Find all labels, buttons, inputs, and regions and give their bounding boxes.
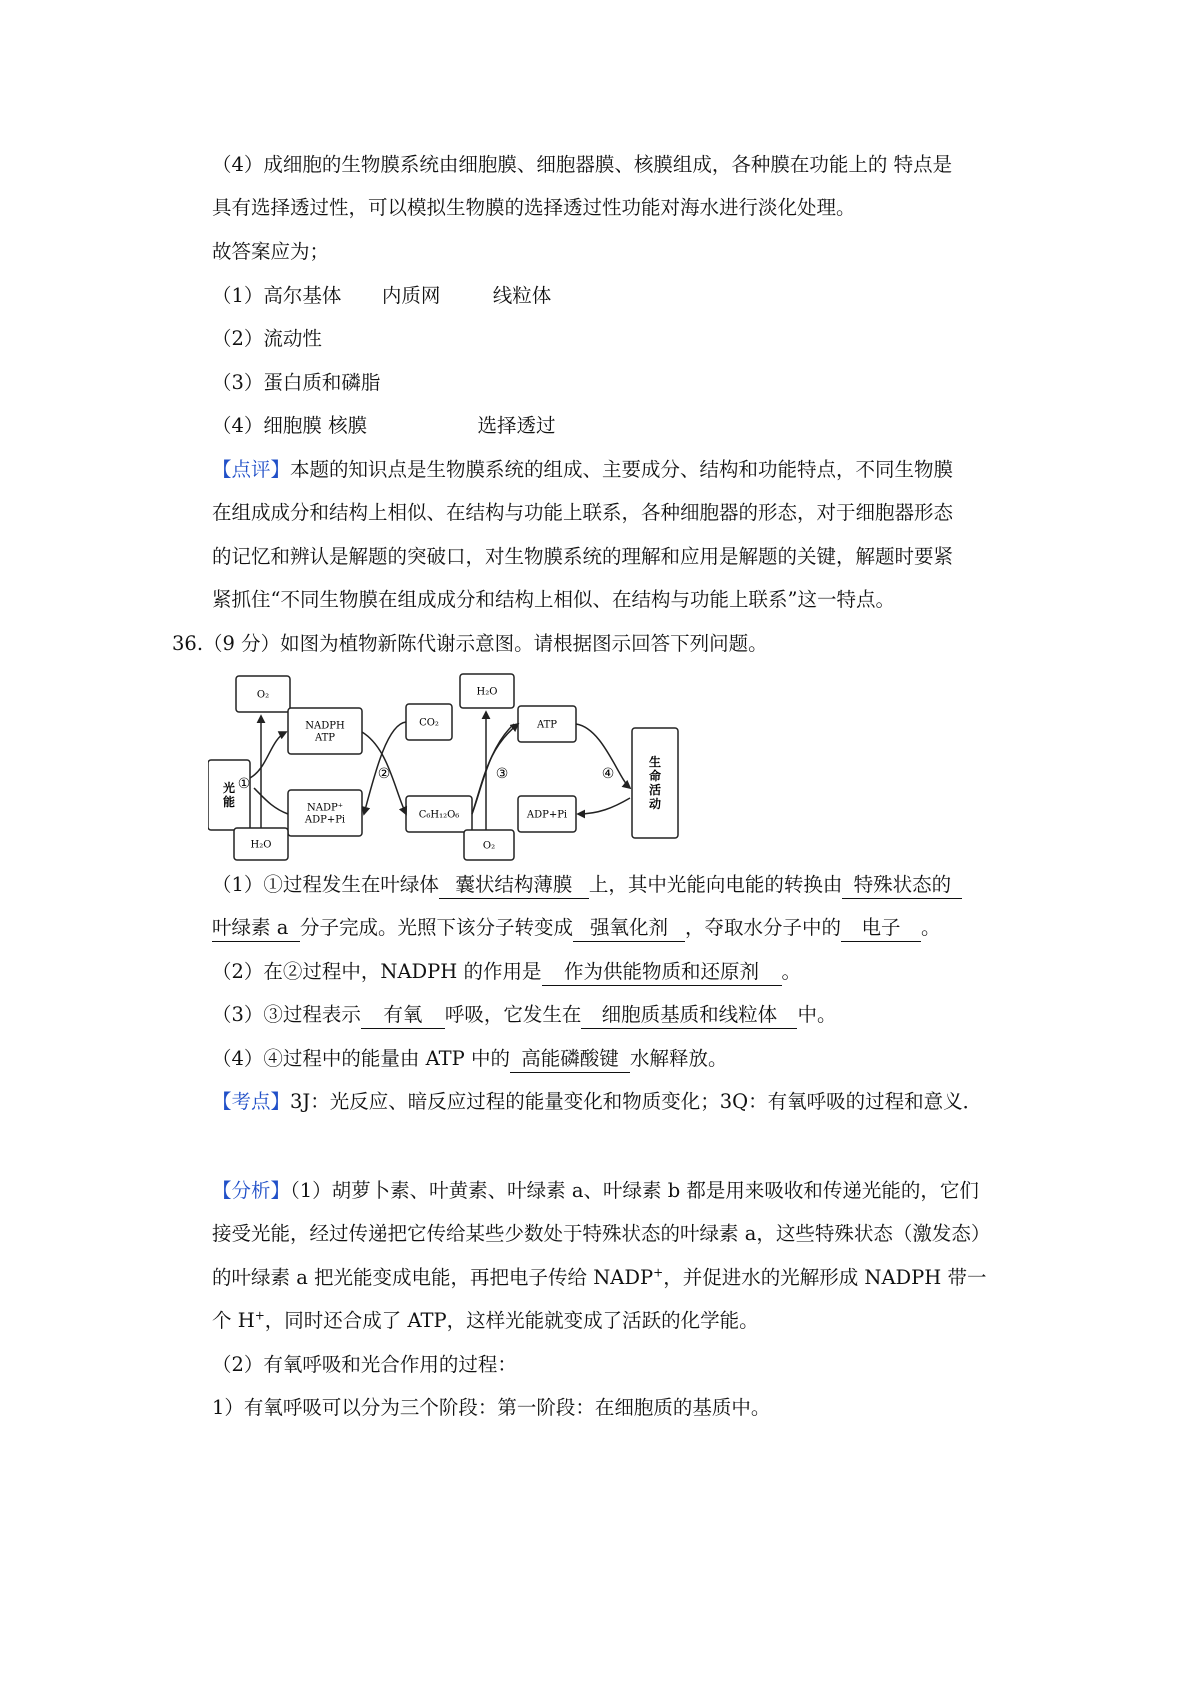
answer-2: （2）流动性 <box>212 327 322 350</box>
co2-label: CO₂ <box>419 717 439 729</box>
fenxi-text4a: 个 H <box>212 1309 255 1332</box>
superscript-plus: + <box>653 1265 664 1280</box>
process-2-label: ② <box>377 766 391 782</box>
answer-4 <box>212 413 556 439</box>
q3-text-mid: 呼吸，它发生在 <box>444 1003 582 1026</box>
fenxi-label: 【分析】 <box>212 1179 291 1202</box>
fenxi-text1: （1）胡萝卜素、叶黄素、叶绿素 a、叶绿素 b 都是用来吸收和传递光能的，它们 <box>290 1179 979 1202</box>
answer-1 <box>212 283 551 309</box>
light-energy-label: 能 <box>222 795 236 810</box>
nadp-adp-label: NADP⁺ <box>307 802 343 814</box>
review-line2: 在组成成分和结构上相似、在结构与功能上联系，各种细胞器的形态，对于细胞器形态 <box>212 501 954 524</box>
glucose-label: C₆H₁₂O₆ <box>418 809 460 821</box>
kaodian <box>212 1089 982 1115</box>
review-line3: 的记忆和辨认是解题的突破口，对生物膜系统的理解和应用是解题的关键，解题时要紧 <box>212 545 954 568</box>
process-3-label: ③ <box>495 766 509 782</box>
q1-text-a: （1）①过程发生在叶绿体 <box>212 873 439 896</box>
fenxi-text3b: ，并促进水的光解形成 NADPH 带一 <box>663 1266 987 1289</box>
q1-text-e: 。 <box>921 916 941 939</box>
answer-1-part2: 内质网 <box>381 284 441 307</box>
answers-intro: 故答案应为； <box>212 240 330 263</box>
review-line4: 紧抓住“不同生物膜在组成成分和结构上相似、在结构与功能上联系”这一特点。 <box>212 588 895 611</box>
q36-1-line2 <box>212 915 941 942</box>
q2-answer: 作为供能物质和还原剂 <box>542 959 782 986</box>
light-energy-label: 光 <box>222 781 236 796</box>
fenxi-line3 <box>212 1265 987 1291</box>
fenxi-line4 <box>212 1308 759 1334</box>
life-activity-label: 命 <box>648 769 662 784</box>
q36-2 <box>212 959 801 986</box>
process-1-label: ① <box>237 776 251 792</box>
kaodian-text: 3J：光反应、暗反应过程的能量变化和物质变化；3Q：有氧呼吸的过程和意义． <box>290 1090 983 1113</box>
q36-1-line1 <box>212 872 962 899</box>
answer-4-part2: 选择透过 <box>477 414 556 437</box>
life-activity-label: 活 <box>648 783 662 798</box>
para4-line1: （4）成细胞的生物膜系统由细胞膜、细胞器膜、核膜组成，各种膜在功能上的 特点是 <box>212 153 953 176</box>
q1-answer-special-state: 特殊状态的 <box>842 872 962 899</box>
q2-text: （2）在②过程中，NADPH 的作用是 <box>212 960 542 983</box>
fenxi-text3a: 的叶绿素 a 把光能变成电能，再把电子传给 NADP <box>212 1266 654 1289</box>
answer-4-part1: （4）细胞膜 核膜 <box>212 414 368 437</box>
life-activity-label: 生 <box>648 755 662 770</box>
q3-answer-aerobic: 有氧 <box>361 1002 445 1029</box>
para4-line2: 具有选择透过性，可以模拟生物膜的选择透过性功能对海水进行淡化处理。 <box>212 196 856 219</box>
review-text1: 本题的知识点是生物膜系统的组成、主要成分、结构和功能特点，不同生物膜 <box>290 458 954 481</box>
q1-text-d: ，夺取水分子中的 <box>685 916 842 939</box>
process-4-label: ④ <box>601 766 615 782</box>
fenxi-text4b: ，同时还合成了 ATP，这样光能就变成了活跃的化学能。 <box>264 1309 759 1332</box>
q4-end: 水解释放。 <box>629 1047 728 1070</box>
nadp-adp-label: ADP+Pi <box>304 814 346 826</box>
adp-pi-label: ADP+Pi <box>526 809 568 821</box>
answer-1-part1: （1）高尔基体 <box>212 284 342 307</box>
q1-answer-electron: 电子 <box>841 915 921 942</box>
q4-answer: 高能磷酸键 <box>510 1046 630 1073</box>
q36-4 <box>212 1046 727 1073</box>
life-activity-label: 动 <box>648 797 662 812</box>
q1-text-b: 上，其中光能向电能的转换由 <box>588 873 843 896</box>
h2o-bottom-label: H₂O <box>250 839 272 851</box>
fenxi-line2: 接受光能，经过传递把它传给某些少数处于特殊状态的叶绿素 a，这些特殊状态（激发态） <box>212 1222 991 1245</box>
q1-text-c: 分子完成。光照下该分子转变成 <box>300 916 574 939</box>
atp-label: ATP <box>536 719 558 731</box>
q1-answer-membrane: 囊状结构薄膜 <box>439 872 589 899</box>
fenxi-line5: （2）有氧呼吸和光合作用的过程： <box>212 1353 517 1376</box>
curve-4-back <box>578 798 630 814</box>
review-label: 【点评】 <box>212 458 291 481</box>
metabolism-diagram <box>208 668 688 862</box>
answer-3: （3）蛋白质和磷脂 <box>212 371 381 394</box>
h2o-top-label: H₂O <box>476 686 498 698</box>
q1-answer-chlorophyll: 叶绿素 a <box>212 915 300 942</box>
q36-3 <box>212 1002 836 1029</box>
answer-1-part3: 线粒体 <box>492 284 552 307</box>
q3-end: 中。 <box>797 1003 837 1026</box>
q4-text: （4）④过程中的能量由 ATP 中的 <box>212 1047 510 1070</box>
q36-stem: 36.（9 分）如图为植物新陈代谢示意图。请根据图示回答下列问题。 <box>172 632 768 655</box>
fenxi-line1 <box>212 1178 979 1204</box>
o2-bottom-label: O₂ <box>482 840 496 852</box>
o2-top-label: O₂ <box>256 689 270 701</box>
nadph-atp-label: NADPH <box>305 720 345 732</box>
fenxi-line6: 1）有氧呼吸可以分为三个阶段：第一阶段：在细胞质的基质中。 <box>212 1396 771 1419</box>
q2-end: 。 <box>781 960 802 983</box>
q3-answer-location: 细胞质基质和线粒体 <box>581 1002 797 1029</box>
kaodian-label: 【考点】 <box>212 1090 291 1113</box>
curve-nadp-back <box>254 788 288 814</box>
q3-text: （3）③过程表示 <box>212 1003 361 1026</box>
curve-light-to-nadph <box>250 732 286 778</box>
review-line1 <box>212 457 953 483</box>
nadph-atp-label: ATP <box>314 732 336 744</box>
superscript-plus-2: + <box>254 1308 265 1323</box>
q1-answer-oxidant: 强氧化剂 <box>573 915 685 942</box>
